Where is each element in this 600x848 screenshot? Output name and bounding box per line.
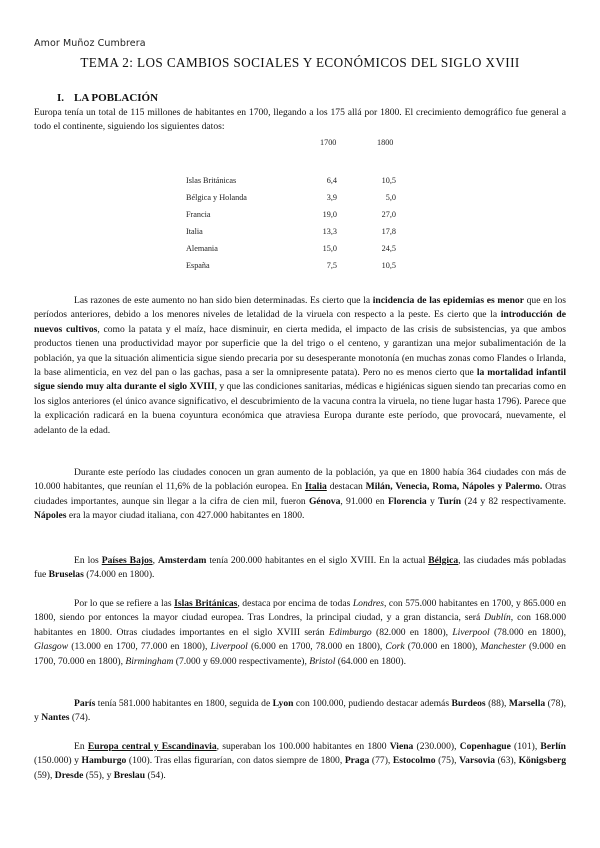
text-run: (82.000 en 1800), xyxy=(371,626,453,638)
text-run: , 91.000 en xyxy=(340,495,388,507)
city-viena: Viena xyxy=(389,741,414,752)
region-islas-britanicas: Islas Británicas xyxy=(174,598,238,609)
text-run: que en los períodos anteriores, debido a los menores niveles de letalidad de la viruela con respecto a la peste. Es cierto que la xyxy=(34,295,566,321)
city-nantes: Nantes xyxy=(41,712,70,724)
city-londres: Londres xyxy=(352,598,384,609)
city-berlin: Berlín xyxy=(540,741,567,752)
city-dublin: Dublín xyxy=(484,612,511,624)
city-genova: Génova xyxy=(308,495,341,507)
text-run: (13.000 en 1700, 77.000 en 1800), xyxy=(68,641,211,653)
paragraph-low-countries xyxy=(34,554,566,583)
paragraph-causes xyxy=(34,294,566,438)
section-number: I. xyxy=(57,92,65,104)
text-run: destacan xyxy=(326,481,366,493)
city-burdeos: Burdeos xyxy=(451,698,486,709)
country-cell: Bélgica y Holanda xyxy=(186,193,247,202)
text-run: (9.000 en 1700, 70.000 en 1800), xyxy=(34,641,566,667)
text-run: (150.000) y xyxy=(34,755,82,767)
table-header xyxy=(186,138,416,152)
paragraph-central-europe xyxy=(34,740,566,783)
city-liverpool: Liverpool xyxy=(452,626,490,638)
emphasis-mortalidad: la mortalidad infantil sigue siendo muy alta durante el siglo XVIII xyxy=(34,367,567,393)
city-paris: París xyxy=(74,698,96,709)
city-manchester: Manchester xyxy=(480,641,526,653)
text-run: , destaca por encima de todas xyxy=(237,598,353,609)
intro-paragraph: Europa tenía un total de 115 millones de habitantes en 1700, llegando a los 175 allá por 1800. El crecimiento demográfico fue general a todo el continente, siguiendo los siguientes datos: xyxy=(34,107,566,133)
city-bruselas: Bruselas xyxy=(48,569,84,581)
city-turin: Turín xyxy=(438,495,462,507)
value-1800-cell: 27,0 xyxy=(381,210,396,219)
text-run: (100). Tras ellas figurarían, con datos siempre de 1800, xyxy=(126,755,345,767)
text-run: En xyxy=(74,741,88,752)
text-run: (88), xyxy=(485,698,509,709)
city-dresde: Dresde xyxy=(54,769,84,781)
city-cork: Cork xyxy=(385,641,405,653)
text-run: (74). xyxy=(69,712,91,724)
text-run: (230.000), xyxy=(413,741,460,752)
section-heading xyxy=(57,92,158,104)
city-lyon: Lyon xyxy=(272,698,294,709)
city-florencia: Florencia xyxy=(387,495,427,507)
text-run: En los xyxy=(74,555,102,566)
text-run: (70.000 en 1800), xyxy=(404,641,481,653)
text-run: (7.000 y 69.000 respectivamente), xyxy=(173,655,310,667)
text-run: , con 168.000 habitantes en 1800. Otras ciudades importantes en el siglo XVIII serán xyxy=(34,612,566,638)
text-run: y xyxy=(426,495,438,507)
text-run: (24 y 82 respectivamente. xyxy=(461,495,567,507)
text-run: (6.000 en 1700, 78.000 en 1800), xyxy=(247,641,386,653)
city-copenhague: Copenhague xyxy=(459,741,511,752)
table-row xyxy=(186,210,416,224)
emphasis-epidemias: incidencia de las epidemias es menor xyxy=(372,295,524,306)
text-run: Otras ciudades importantes, aunque sin llegar a la cifra de cien mil, fueron xyxy=(34,481,566,507)
city-marsella: Marsella xyxy=(508,698,546,709)
country-cell: Italia xyxy=(186,227,203,236)
city-edimburgo: Edimburgo xyxy=(328,626,372,638)
country-cell: Alemania xyxy=(186,244,218,253)
text-run: tenía 581.000 habitantes en 1800, seguida de xyxy=(95,698,273,709)
text-run: (55), y xyxy=(83,769,114,781)
region-paises-bajos: Países Bajos xyxy=(101,555,153,566)
text-run: , xyxy=(152,555,158,566)
text-run: tenía 200.000 habitantes en el siglo XVIII. En la actual xyxy=(206,555,429,566)
text-run: , superaban los 100.000 habitantes en 1800 xyxy=(216,741,390,752)
city-glasgow: Glasgow xyxy=(34,641,69,653)
text-run: , con 575.000 habitantes en 1700, y 865.000 en 1800, siendo por entonces la mayor ciudad europea. Tras Londres, la principal ciudad, y a gran distancia, será xyxy=(34,598,566,624)
city-bristol: Bristol xyxy=(309,655,336,667)
text-run: con 100.000, pudiendo destacar además xyxy=(293,698,452,709)
city-birmingham: Birmingham xyxy=(125,655,174,667)
table-row xyxy=(186,261,416,275)
paragraph-france xyxy=(34,697,566,726)
region-italia: Italia xyxy=(304,481,327,493)
table-row xyxy=(186,193,416,207)
text-run: , las ciudades más pobladas fue xyxy=(34,555,566,581)
value-1700-cell: 6,4 xyxy=(326,176,337,185)
text-run: (54). xyxy=(145,769,166,781)
text-run: (59), xyxy=(34,769,55,781)
value-1700-cell: 15,0 xyxy=(322,244,337,253)
value-1700-cell: 19,0 xyxy=(322,210,337,219)
city-konigsberg: Königsberg xyxy=(518,755,567,767)
region-belgica: Bélgica xyxy=(428,555,459,566)
text-run: (77), xyxy=(369,755,393,767)
city-hamburgo: Hamburgo xyxy=(81,755,127,767)
text-run: (78.000 en 1800), xyxy=(489,626,566,638)
text-run: , y que las condiciones sanitarias, médicas e higiénicas siguen siendo tan precarias como en los siglos anteriores (el único avance significativo, el descubrimiento de la vacuna contra la viruela, no tiene lugar hasta 1796). Parece que la explicación radicará en la buena coyuntura económica que atraviesa Europa durante este período, que provocará, nuevamente, el adelanto de la edad. xyxy=(34,381,567,436)
text-run: (78), y xyxy=(34,698,566,724)
city-varsovia: Varsovia xyxy=(459,755,495,767)
value-1700-cell: 3,9 xyxy=(326,193,337,202)
table-row xyxy=(186,227,416,241)
region-europa-central: Europa central y Escandinavia xyxy=(87,741,217,752)
text-run: , como la patata y el maíz, hace disminuir, en cierta medida, el impacto de las crisis de subsistencias, ya que ambos productos tienen una productividad mayor por superficie que la del trigo o el centeno, y garantizan una mejor subalimentación de la población, ya que la situación alimenticia sigue siendo precaria por su desesperante monotonía (en muchas zonas como Flandes o Irlanda, la base alimenticia, en vez del pan o las gachas, pasa a ser la omnipresente patata). Pero no es menos cierto que xyxy=(34,323,566,379)
paragraph-cities-italy xyxy=(34,466,566,524)
city-praga: Praga xyxy=(344,755,370,767)
emphasis-cultivos: introducción de nuevos cultivos xyxy=(34,309,566,335)
country-cell: Francia xyxy=(186,210,211,219)
value-1800-cell: 17,8 xyxy=(381,227,396,236)
value-1700-cell: 13,3 xyxy=(322,227,337,236)
city-breslau: Breslau xyxy=(113,769,146,781)
text-run: (64.000 en 1800). xyxy=(335,655,406,667)
country-cell: España xyxy=(186,261,210,270)
city-liverpool: Liverpool xyxy=(210,641,248,653)
author-name: Amor Muñoz Cumbrera xyxy=(34,38,146,49)
table-row xyxy=(186,244,416,258)
city-amsterdam: Amsterdam xyxy=(157,555,207,566)
value-1800-cell: 10,5 xyxy=(381,176,396,185)
value-1800-cell: 10,5 xyxy=(381,261,396,270)
text-run: Por lo que se refiere a las xyxy=(74,598,175,609)
value-1800-cell: 24,5 xyxy=(381,244,396,253)
text-run: (101), xyxy=(510,741,541,752)
text-run: Durante este período las ciudades conocen un gran aumento de la población, ya que en 1800 había 364 ciudades con más de 10.000 habitantes, que reunían el 11,6% de la población europea. En xyxy=(34,467,566,493)
cities-italy: Milán, Venecia, Roma, Nápoles y Palermo. xyxy=(365,481,543,493)
table-row xyxy=(186,176,416,190)
city-estocolmo: Estocolmo xyxy=(392,755,436,767)
text-run: era la mayor ciudad italiana, con 427.000 habitantes en 1800. xyxy=(66,510,305,522)
text-run: (74.000 en 1800). xyxy=(83,569,155,581)
page-title: TEMA 2: LOS CAMBIOS SOCIALES Y ECONÓMICOS DEL SIGLO XVIII xyxy=(80,55,520,70)
section-title: LA POBLACIÓN xyxy=(74,92,159,104)
column-header-1800: 1800 xyxy=(377,138,394,147)
text-run: (75), xyxy=(435,755,460,767)
paragraph-british-isles xyxy=(34,597,566,669)
column-header-1700: 1700 xyxy=(320,138,337,147)
value-1800-cell: 5,0 xyxy=(385,193,396,202)
country-cell: Islas Británicas xyxy=(186,176,237,185)
text-run: Las razones de este aumento no han sido bien determinadas. Es cierto que la xyxy=(74,295,373,306)
text-run: (63), xyxy=(495,755,519,767)
city-napoles: Nápoles xyxy=(34,510,67,522)
value-1700-cell: 7,5 xyxy=(326,261,337,270)
